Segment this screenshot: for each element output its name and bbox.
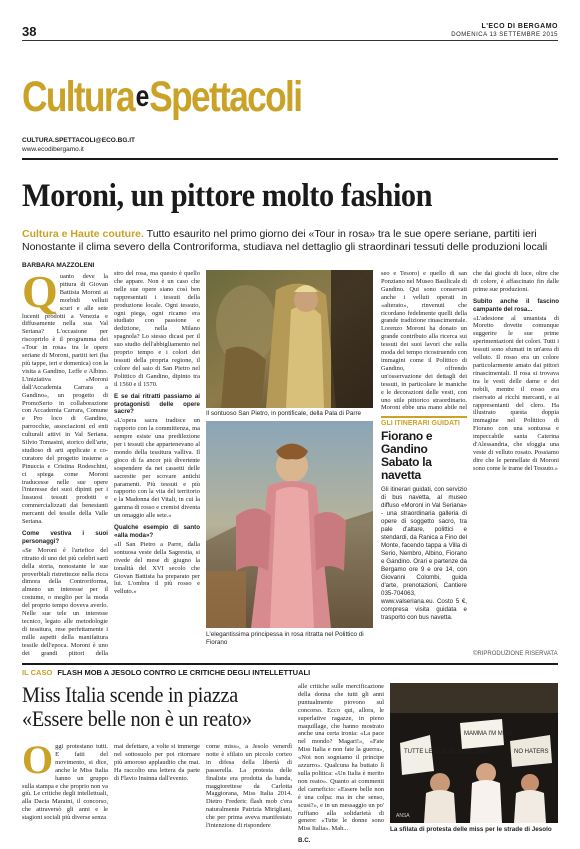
column-1-answer: «Se Moroni è l'artefice del ritratto di uno dei più celebri sarti della storia, nonostante le sue proverbiali ristrettezze nella ricca dimora della Controriforma, almeno un interesse per il costume, o meglio per la moda del proprio tempo doveva averlo. Nelle sue tele un interesse tecnico, legato alle metodologie di tessitura, rese perfettamente i mille aspetti della manifattura tessile dell'epoca. Moroni è uno dei grandi pittori della xyxy=(22,546,108,657)
article-column-2 xyxy=(114,270,200,658)
protest-sign-2: MAMMA I'M MISS xyxy=(464,731,513,737)
column-5-question: Subito anche il fascino campante del rosa... xyxy=(473,297,559,313)
itinerari-label: GLI ITINERARI GUIDATI xyxy=(381,416,467,427)
bottom-story-band xyxy=(22,663,558,677)
bottom-column-4 xyxy=(298,683,384,843)
bottom-column-4-text: alle critiche sulle mercificazione della donna che tutti gli anni puntualmente piovono sul concorso. Ecco qui, allora, le superlative ragazze, in pieno maquillage, che hanno mostrato anche una certa ironia: «La pace nel mondo? Magari!», «Fate Miss Italia e non fate la guerra», «Noi non sogniamo il principe azzurro». Qualcuna ha buttato lì sulla politica: «Un Italia è merito non reato». Quanto ai commenti del carneficio: «Essere belle non è una colpa: ma in che senso, scusi?», e in un messaggio un po' ruffiano alla solidarietà di genere: «Tutte le donne sono Miss Italia». Mah... xyxy=(298,683,384,833)
bottom-signature: B.C. xyxy=(298,837,311,843)
caption-principessa: L'elegantissima principessa in rosa ritratta nel Polittico di Fiorano xyxy=(206,631,364,646)
column-2-text: stro del rosa, ma questo è quello che appare. Non è un caso che nelle sue opere siano così ben rappresentati i tessuti della produzione locale. Ogni tessuto, ogni piega, ogni ricamo era studiato con passione e dedizione, nella Milano spagnola? Lo stesso dicasi per il suo studio dell'abbigliamento nel proprio tempo e i colori dei tessuti della propria regione, il colore del saio di San Pietro nel Polittico di Gandino, dipinto tra il 1560 e il 1570. xyxy=(114,270,200,388)
miss-italia-protest-image xyxy=(390,683,558,823)
section-title xyxy=(22,68,302,121)
section-web[interactable]: www.ecodibergamo.it xyxy=(22,146,84,153)
page-number: 38 xyxy=(22,24,37,39)
painting-san-pietro-image xyxy=(206,270,373,408)
bottom-column-2 xyxy=(114,743,200,843)
article-column-1 xyxy=(22,273,108,658)
article-column-5 xyxy=(473,270,559,648)
article-dropcap: Q xyxy=(22,273,58,317)
column-5-answer: «L'adesione al umanista di Moretto dovette comunque suggerire le sue prime sperimentazioni dei colori. Tutti i tessuti sono sfumati in un'area di velluto. Il rosso era un colore particolarmente amato dai pittori rinascimentali. Il rosa si trovava tra le vesti delle dame e dei nobili, mentre il rosso era riservato ai ricchi mercanti, e ai rappresentanti del clero. Ha illustrato questa doppia immagine nel Polittico di Fiorano con una sontuosa e impeccabile santa Caterina d'Alessandria, che sfoggia una veste di velluto rosato. Possiamo dire che le pennellate di Moroni sono come le trame del Tessuto.» xyxy=(473,314,559,472)
column-2-answer-2: «Il San Pietro a Parre, dalla sontuosa veste della Sagrestia, si rivede del mese di giugno la tonalità del XVI secolo che Giovan Battista ha preparato per lui. L'ombra il più rosso e velluto.» xyxy=(114,540,200,596)
photo-miss-italia xyxy=(390,683,558,823)
bottom-headline-line-1: Miss Italia scende in piazza xyxy=(22,682,238,707)
protest-sign-1: TUTTE LE DONNE SONO MISS xyxy=(404,749,492,755)
article-deck xyxy=(22,228,560,254)
section-email[interactable]: CULTURA.SPETTACOLI@ECO.BG.IT xyxy=(22,137,135,144)
column-2-question-2: Qualche esempio di santo «alla moda»? xyxy=(114,524,200,539)
caption-miss-italia: La sfilata di protesta delle miss per le strade di Jesolo xyxy=(390,826,552,833)
protest-sign-3: NO HATERS xyxy=(514,749,549,755)
bottom-story-tag: IL CASO xyxy=(22,668,53,677)
column-5-text: che dai giochi di luce, oltre che di colore, è affascinato fin dalle prime sue produzioni. xyxy=(473,270,559,293)
painting-principessa-image xyxy=(206,421,373,628)
column-4-text: seo e Tesoro) e quello di san Ponziano nel Museo Basilicale di Gandino. Qui sono conservati anche i velluti operati in «alterato», rinvenuti che ricordano fedelmente quelli della grande tradizione rinascimentale. Lorenzo Moroni ha donato un grande contributo alla ricerca sui tessuti dei suoi lavori che sulla moda del tempo ricostruendo con immagini come il Polittico di Gandino, offrendo un'osservazione dei dettagli dei tessuti, in particolare le maniche e le decorazioni delle vesti, con uno stile pittorico straordinario. Moroni ebbe una mano abile nel xyxy=(381,270,467,411)
column-2-question-1: E se dai ritratti passiamo ai protagonisti delle opere sacre? xyxy=(114,392,200,416)
bottom-column-3 xyxy=(206,743,292,843)
bottom-story-band-text: FLASH MOB A JESOLO CONTRO LE CRITICHE DEGLI INTELLETTUALI xyxy=(57,668,311,677)
article-deck-text: Tutto esaurito nel primo giorno dei «Tour in rosa» tra le sue opere seriane, partiti ieri Nonostante il clima severo della Controriforma, studiava nel dettaglio gli straordinari tessuti delle produzioni locali xyxy=(22,228,548,253)
itinerari-headline: Fiorano e Gandino Sabato la navetta xyxy=(381,429,433,482)
article-headline: Moroni, un pittore molto fashion xyxy=(22,178,433,214)
column-2-answer-1: «L'opera sacra tradisce un rapporto con la committenza, ma sempre esiste una predilezione per i tessuti che appartenevano al mondo della tessitura valliva. Il gioco di fa ancor più divertente sospendere da nei cassetti delle sacrestie per scovare antichi paramenti. Più tessuti e più rapporto con la vita del territorio e la Madonna dei Vitali, in cui la gamma di rosso e cremisi diventa un omaggio alle sete.» xyxy=(114,417,200,520)
photo-san-pietro xyxy=(206,270,373,408)
column-1-text: uanto deve la pittura di Giovan Battista Moroni ai morbidi velluti scuri e alle sete lucenti prodotti a Venezia e diffusamente nella sua Val Seriana? L'occasione per riscoprirlo è il programma dei «Tour in rosa» tra le opere seriane di Moroni, partiti ieri (ha più tappe, ieri e domenica) con la visita a Gandino, Leffe e Albino. L'iniziativa «Moroni dall'Accademia Carrara a Gandino», un progetto di PromoSerio in collaborazione con Accademia Carrara, Comune e Pro loco di Gandino, parrocchie, associazioni ed enti culturali attivi in Val Seriana. Silvio Tomasini, storico dell'arte, studioso di arti applicate e co-curatore del progetto insieme a Pinuccia e Cristina Rodeschini, ci spiega come Moroni traducesse nelle sue opere l'interesse dei suoi dipinti per i lussuosi tessuti prodotti e commercializzati dai benestanti mercanti del tessile della Valle Seriana. xyxy=(22,273,108,526)
article-credit: ©RIPRODUZIONE RISERVATA xyxy=(473,651,558,657)
article-byline: BARBARA MAZZOLENI xyxy=(22,262,95,269)
section-title-conj: e xyxy=(135,80,148,113)
top-rule xyxy=(22,40,558,41)
article-column-4 xyxy=(381,270,467,411)
bottom-story-headline xyxy=(22,683,280,731)
bottom-dropcap: O xyxy=(22,743,54,782)
section-title-part1: Cultura xyxy=(22,73,134,121)
bottom-column-1 xyxy=(22,743,108,843)
bottom-column-3-text: come miss», a Jesolo venerdì notte è sfilato un piccolo corteo in difesa della libertà di passerella. La protesta delle finaliste era prodotta da banda, maggiorettese da Carlotta Maggiorana, Miss Italia 2014. Dietro Frederic flash mob c'era naturalmente Patrizia Mirigliani, che per prima aveva manifestato l'intenzione di rispondere xyxy=(206,743,292,830)
itinerari-body: Gli itinerari guidati, con servizio di bus navetta, al museo diffuso «Moroni in Val Seriana» - una straordinaria galleria di opere di soggetto sacro, tra pale d'altare, polittici e stendardi, da Ranica a Fino del Monte, facendo tappa a Villa di Serio, Nembro, Albino, Fiorano e Gandino. Orari e partenze da Bergamo ore 9 e ore 14, con Giovanni Colombi, guida d'arte, prenotazioni, Cantiere 035-704063, www.valseriana.eu. Costo 5 €, compresa visita guidata e trasporto con bus navetta. xyxy=(381,486,467,621)
bottom-headline-line-2: «Essere belle non è un reato» xyxy=(22,706,252,731)
bottom-column-2-text: mai defettare, a volte si immerge nel sottosuolo per poi ritornare più amoroso applaudito che mai. Ha raccolto una lettera da parte di Flavio Insinna dall'evento. xyxy=(114,743,200,782)
photo-agency-tag: ANSA xyxy=(396,813,410,819)
issue-date: DOMENICA 13 SETTEMBRE 2015 xyxy=(451,32,558,38)
photo-principessa xyxy=(206,421,373,628)
paper-name: L'ECO DI BERGAMO xyxy=(481,23,558,30)
section-title-part2: Spettacoli xyxy=(149,73,302,121)
itinerari-box xyxy=(381,416,467,661)
bottom-column-1-text: ggi protestano tutti. E fatti del movimento, si dice, anche le Miss Italia hanno un gruppo sulla stampa e che proprio non va giù. Le critiche degli intellettuali, alla Dacia Maraini, il concorso, che attraversò gli anni e le stagioni sociali più diverse senza xyxy=(22,743,108,822)
section-contact xyxy=(22,136,135,154)
column-1-question: Come vestiva i suoi personaggi? xyxy=(22,530,108,545)
article-kicker: Cultura e Haute couture. xyxy=(22,228,144,240)
masthead xyxy=(451,22,558,40)
caption-san-pietro: Il sontuoso San Pietro, in pontificale, della Pala di Parre xyxy=(206,410,362,417)
section-rule xyxy=(22,158,558,160)
